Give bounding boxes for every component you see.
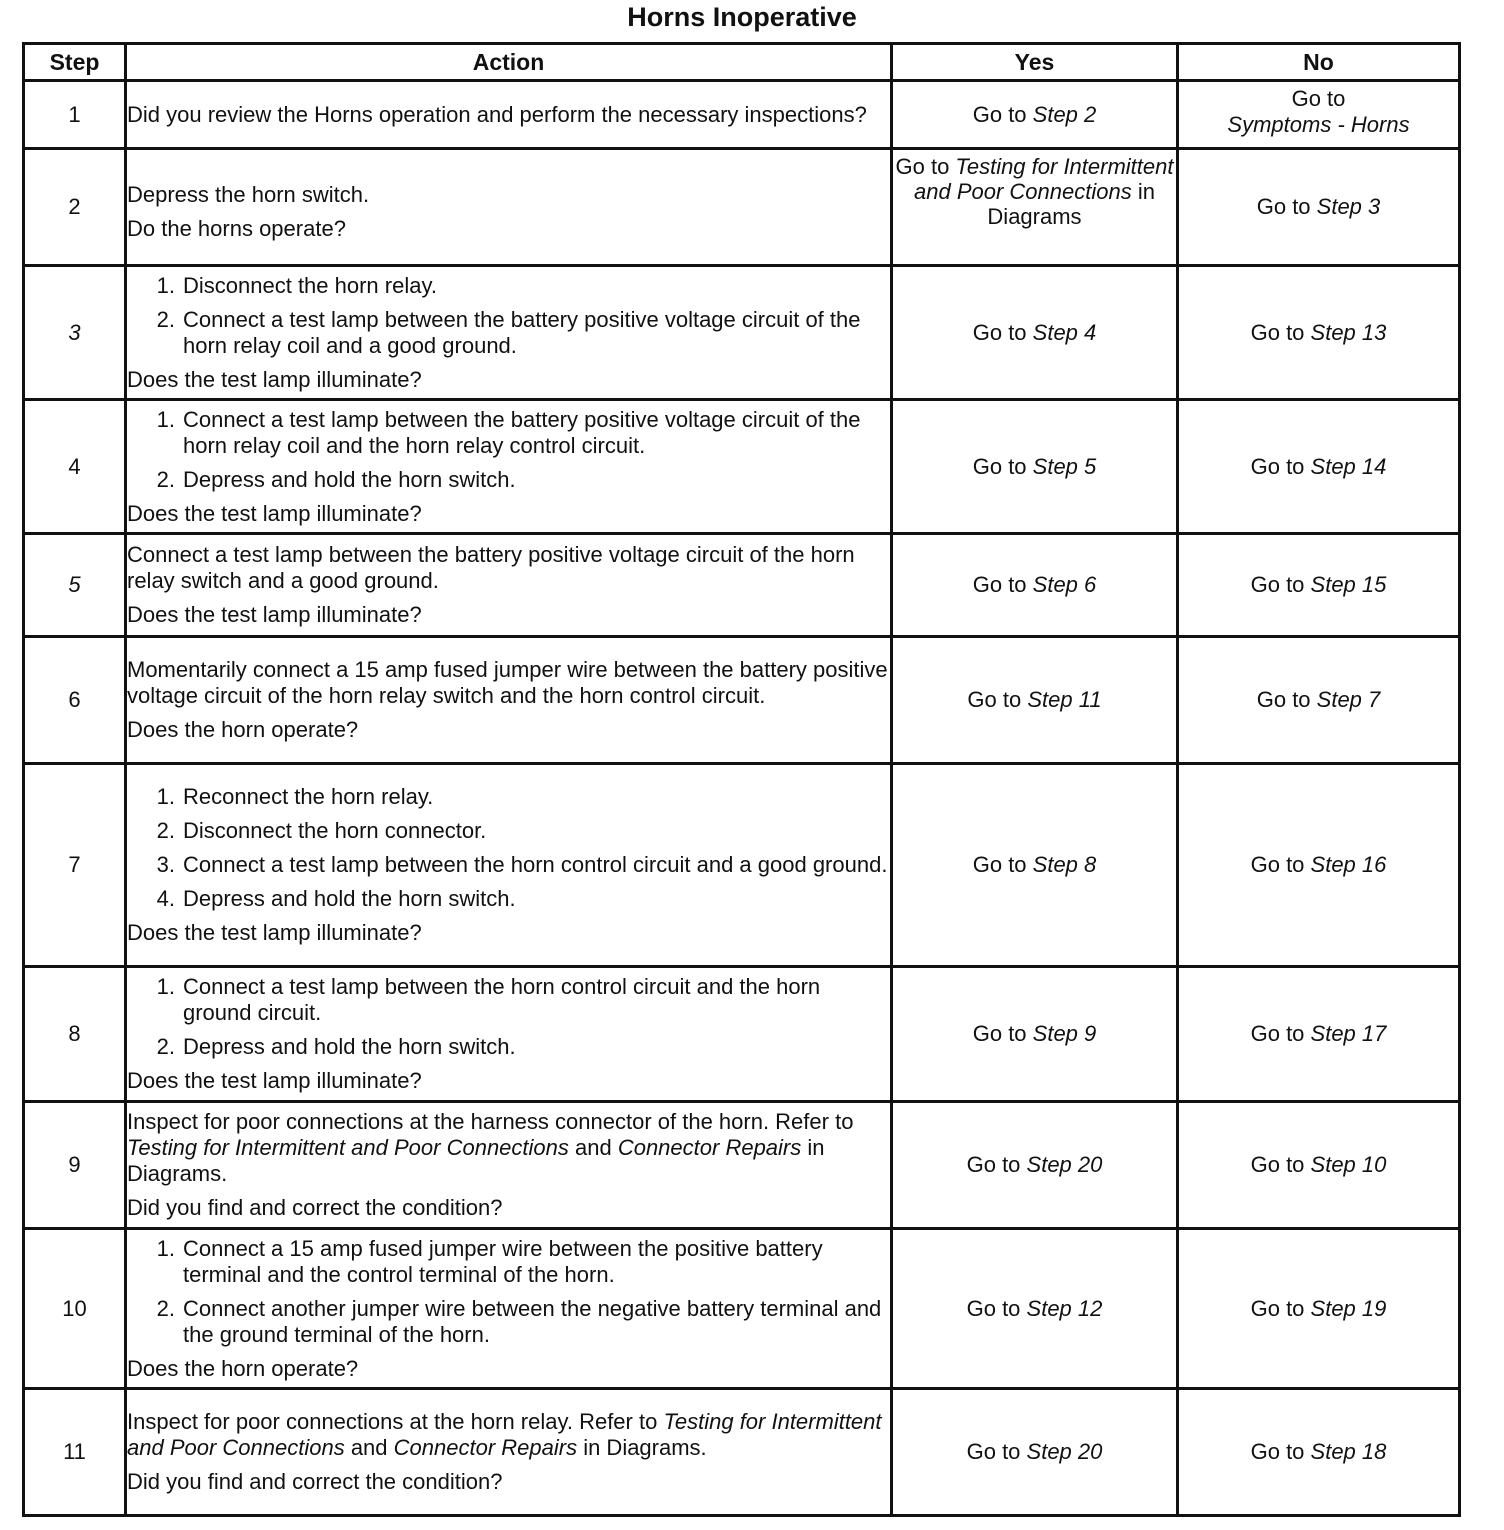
- step-number: 5: [24, 534, 126, 637]
- yes-prefix: Go to: [972, 101, 1033, 127]
- list-item: 1. Connect a test lamp between the battery positive voltage circuit of the horn relay coil and the horn relay control circuit.: [156, 406, 861, 458]
- yes-prefix: Go to: [966, 1439, 1027, 1464]
- action-cell: [126, 81, 892, 149]
- no-step-link[interactable]: Step 19: [1310, 1295, 1387, 1321]
- yes-prefix: Go to: [966, 1152, 1027, 1177]
- no-step-link[interactable]: Step 14: [1310, 453, 1387, 479]
- yes-step-link[interactable]: Step 12: [1026, 1295, 1103, 1321]
- no-step-link[interactable]: Symptoms - Horns: [1227, 112, 1410, 137]
- no-step-link[interactable]: Step 17: [1310, 1021, 1387, 1046]
- step-number: 2: [24, 149, 126, 266]
- no-cell: [1178, 637, 1460, 764]
- list-item: 1. Connect a 15 amp fused jumper wire between the positive battery terminal and the control terminal of the horn.: [156, 1235, 823, 1287]
- action-question: Does the test lamp illuminate?: [127, 920, 422, 945]
- action-question: Did you find and correct the condition?: [127, 1195, 503, 1220]
- no-step-link[interactable]: Step 16: [1310, 852, 1387, 877]
- action-cell: [126, 266, 892, 400]
- step-number: 11: [24, 1389, 126, 1516]
- no-cell: [1178, 1229, 1460, 1389]
- header-no: No: [1178, 44, 1460, 81]
- yes-cell: [892, 1229, 1178, 1389]
- action-cell: [126, 637, 892, 764]
- list-item: 4. Depress and hold the horn switch.: [156, 886, 516, 911]
- no-cell: [1178, 534, 1460, 637]
- action-steps-list: [127, 273, 890, 359]
- action-cell: [126, 149, 892, 266]
- yes-prefix: Go to: [967, 687, 1028, 712]
- action-question: Did you find and correct the condition?: [127, 1469, 503, 1494]
- action-cell: [126, 764, 892, 967]
- yes-step-link[interactable]: Step 5: [1032, 453, 1097, 479]
- yes-prefix: Go to: [972, 852, 1033, 877]
- step-number: 6: [24, 637, 126, 764]
- table-row: [24, 149, 1460, 266]
- step-number: 7: [24, 764, 126, 967]
- doc-reference-link[interactable]: Testing for Intermittent and Poor Connections: [127, 1135, 569, 1160]
- step-number: 3: [24, 266, 126, 400]
- no-prefix: Go to: [1256, 194, 1317, 219]
- action-cell: [126, 1389, 892, 1516]
- yes-prefix: Go to: [972, 319, 1033, 345]
- yes-step-link[interactable]: Step 4: [1032, 319, 1097, 345]
- action-steps-list: [127, 407, 890, 493]
- step-number: 4: [24, 400, 126, 534]
- table-row: [24, 637, 1460, 764]
- no-prefix: Go to: [1256, 687, 1317, 712]
- yes-cell: [892, 400, 1178, 534]
- step-number: 10: [24, 1229, 126, 1389]
- action-text: Connect a test lamp between the battery positive voltage circuit of the horn relay switch and a good ground.: [127, 542, 855, 593]
- no-step-link[interactable]: Step 3: [1316, 194, 1381, 219]
- action-cell: [126, 534, 892, 637]
- yes-step-link[interactable]: Step 2: [1032, 101, 1097, 127]
- no-prefix: Go to: [1250, 852, 1311, 877]
- yes-cell: [892, 637, 1178, 764]
- table-row: [24, 764, 1460, 967]
- list-item: 1. Connect a test lamp between the horn control circuit and the horn ground circuit.: [156, 974, 821, 1025]
- no-prefix: Go to: [1291, 86, 1346, 111]
- no-step-link[interactable]: Step 15: [1310, 572, 1387, 597]
- table-row: [24, 400, 1460, 534]
- action-text: Momentarily connect a 15 amp fused jumper wire between the battery positive voltage circuit of the horn relay switch and the horn control circuit.: [127, 657, 888, 708]
- yes-step-link[interactable]: Step 9: [1032, 1021, 1097, 1046]
- list-item: 2. Connect another jumper wire between the negative battery terminal and the ground terminal of the horn.: [156, 1295, 882, 1347]
- action-text: Did you review the Horns operation and perform the necessary inspections?: [127, 101, 867, 127]
- action-steps-list: [127, 974, 890, 1060]
- yes-cell: [892, 534, 1178, 637]
- action-text: Inspect for poor connections at the horn relay. Refer to Testing for Intermittent and Poor Connections and Connector Repairs in Diagrams.: [127, 1409, 882, 1460]
- action-question: Does the test lamp illuminate?: [127, 602, 422, 627]
- page-title: Horns Inoperative: [627, 2, 857, 32]
- yes-prefix: Go to: [972, 572, 1033, 597]
- action-steps-list: [127, 784, 890, 912]
- yes-step-link[interactable]: Testing for Intermittent and Poor Connections: [914, 154, 1174, 204]
- step-number: 1: [24, 81, 126, 149]
- no-cell: [1178, 400, 1460, 534]
- yes-cell: [892, 1389, 1178, 1516]
- no-cell: [1178, 149, 1460, 266]
- action-question: Does the horn operate?: [127, 717, 359, 742]
- table-header-row: [24, 44, 1460, 81]
- no-prefix: Go to: [1250, 1439, 1311, 1464]
- action-question: Do the horns operate?: [127, 216, 346, 241]
- no-prefix: Go to: [1250, 319, 1311, 345]
- yes-prefix: Go to: [972, 453, 1033, 479]
- no-cell: [1178, 1389, 1460, 1516]
- no-step-link[interactable]: Step 7: [1316, 687, 1381, 712]
- yes-step-link[interactable]: Step 20: [1026, 1152, 1103, 1177]
- no-cell: [1178, 967, 1460, 1102]
- header-step: Step: [24, 44, 126, 81]
- no-prefix: Go to: [1250, 1295, 1311, 1321]
- no-prefix: Go to: [1250, 1021, 1311, 1046]
- table-row: [24, 1389, 1460, 1516]
- yes-prefix: Go to: [895, 154, 956, 179]
- action-text: Depress the horn switch.: [127, 182, 370, 207]
- action-question: Does the horn operate?: [127, 1355, 359, 1381]
- step-number: 9: [24, 1102, 126, 1229]
- action-cell: [126, 400, 892, 534]
- no-step-link[interactable]: Step 10: [1310, 1152, 1387, 1177]
- yes-cell: [892, 81, 1178, 149]
- doc-reference-link[interactable]: Connector Repairs: [617, 1135, 802, 1160]
- step-number: 8: [24, 967, 126, 1102]
- action-text: Inspect for poor connections at the harness connector of the horn. Refer to Testing for Intermittent and Poor Connections and Connector Repairs in Diagrams.: [127, 1109, 854, 1186]
- table-row: [24, 534, 1460, 637]
- list-item: 1. Reconnect the horn relay.: [156, 784, 434, 809]
- diagnostic-table: [22, 42, 1461, 1517]
- yes-suffix: in: [1131, 179, 1155, 204]
- no-prefix: Go to: [1250, 572, 1311, 597]
- yes-cell: [892, 149, 1178, 266]
- yes-step-link[interactable]: Step 8: [1032, 852, 1097, 877]
- no-cell: [1178, 266, 1460, 400]
- action-cell: [126, 1229, 892, 1389]
- yes-cell: [892, 1102, 1178, 1229]
- action-cell: [126, 1102, 892, 1229]
- yes-step-link[interactable]: Step 11: [1027, 687, 1102, 712]
- yes-cell: [892, 764, 1178, 967]
- header-action: Action: [126, 44, 892, 81]
- list-item: 1. Disconnect the horn relay.: [156, 272, 437, 298]
- no-cell: [1178, 764, 1460, 967]
- no-prefix: Go to: [1250, 1152, 1311, 1177]
- no-cell: [1178, 81, 1460, 149]
- action-steps-list: [127, 1236, 890, 1348]
- doc-reference-link[interactable]: Connector Repairs: [393, 1435, 578, 1460]
- table-row: [24, 1229, 1460, 1389]
- action-question: Does the test lamp illuminate?: [127, 366, 422, 392]
- action-question: Does the test lamp illuminate?: [127, 500, 422, 526]
- doc-reference-link[interactable]: Testing for Intermittent and Poor Connections: [127, 1409, 882, 1460]
- yes-prefix: Go to: [966, 1295, 1027, 1321]
- list-item: 2. Depress and hold the horn switch.: [156, 1034, 516, 1059]
- table-row: [24, 1102, 1460, 1229]
- list-item: 2. Disconnect the horn connector.: [156, 818, 487, 843]
- yes-step-link[interactable]: Step 20: [1026, 1439, 1103, 1464]
- yes-cell: [892, 266, 1178, 400]
- yes-cell: [892, 967, 1178, 1102]
- action-cell: [126, 967, 892, 1102]
- list-item: 2. Connect a test lamp between the battery positive voltage circuit of the horn relay coil and a good ground.: [156, 306, 861, 358]
- yes-location: Diagrams: [987, 204, 1082, 229]
- header-yes: Yes: [892, 44, 1178, 81]
- table-row: [24, 81, 1460, 149]
- list-item: 3. Connect a test lamp between the horn control circuit and a good ground.: [156, 852, 888, 877]
- list-item: 2. Depress and hold the horn switch.: [156, 466, 516, 492]
- no-cell: [1178, 1102, 1460, 1229]
- no-step-link[interactable]: Step 18: [1310, 1439, 1387, 1464]
- yes-step-link[interactable]: Step 6: [1032, 572, 1097, 597]
- no-step-link[interactable]: Step 13: [1310, 319, 1387, 345]
- yes-prefix: Go to: [972, 1021, 1033, 1046]
- no-prefix: Go to: [1250, 453, 1311, 479]
- action-question: Does the test lamp illuminate?: [127, 1068, 422, 1093]
- table-row: [24, 967, 1460, 1102]
- table-row: [24, 266, 1460, 400]
